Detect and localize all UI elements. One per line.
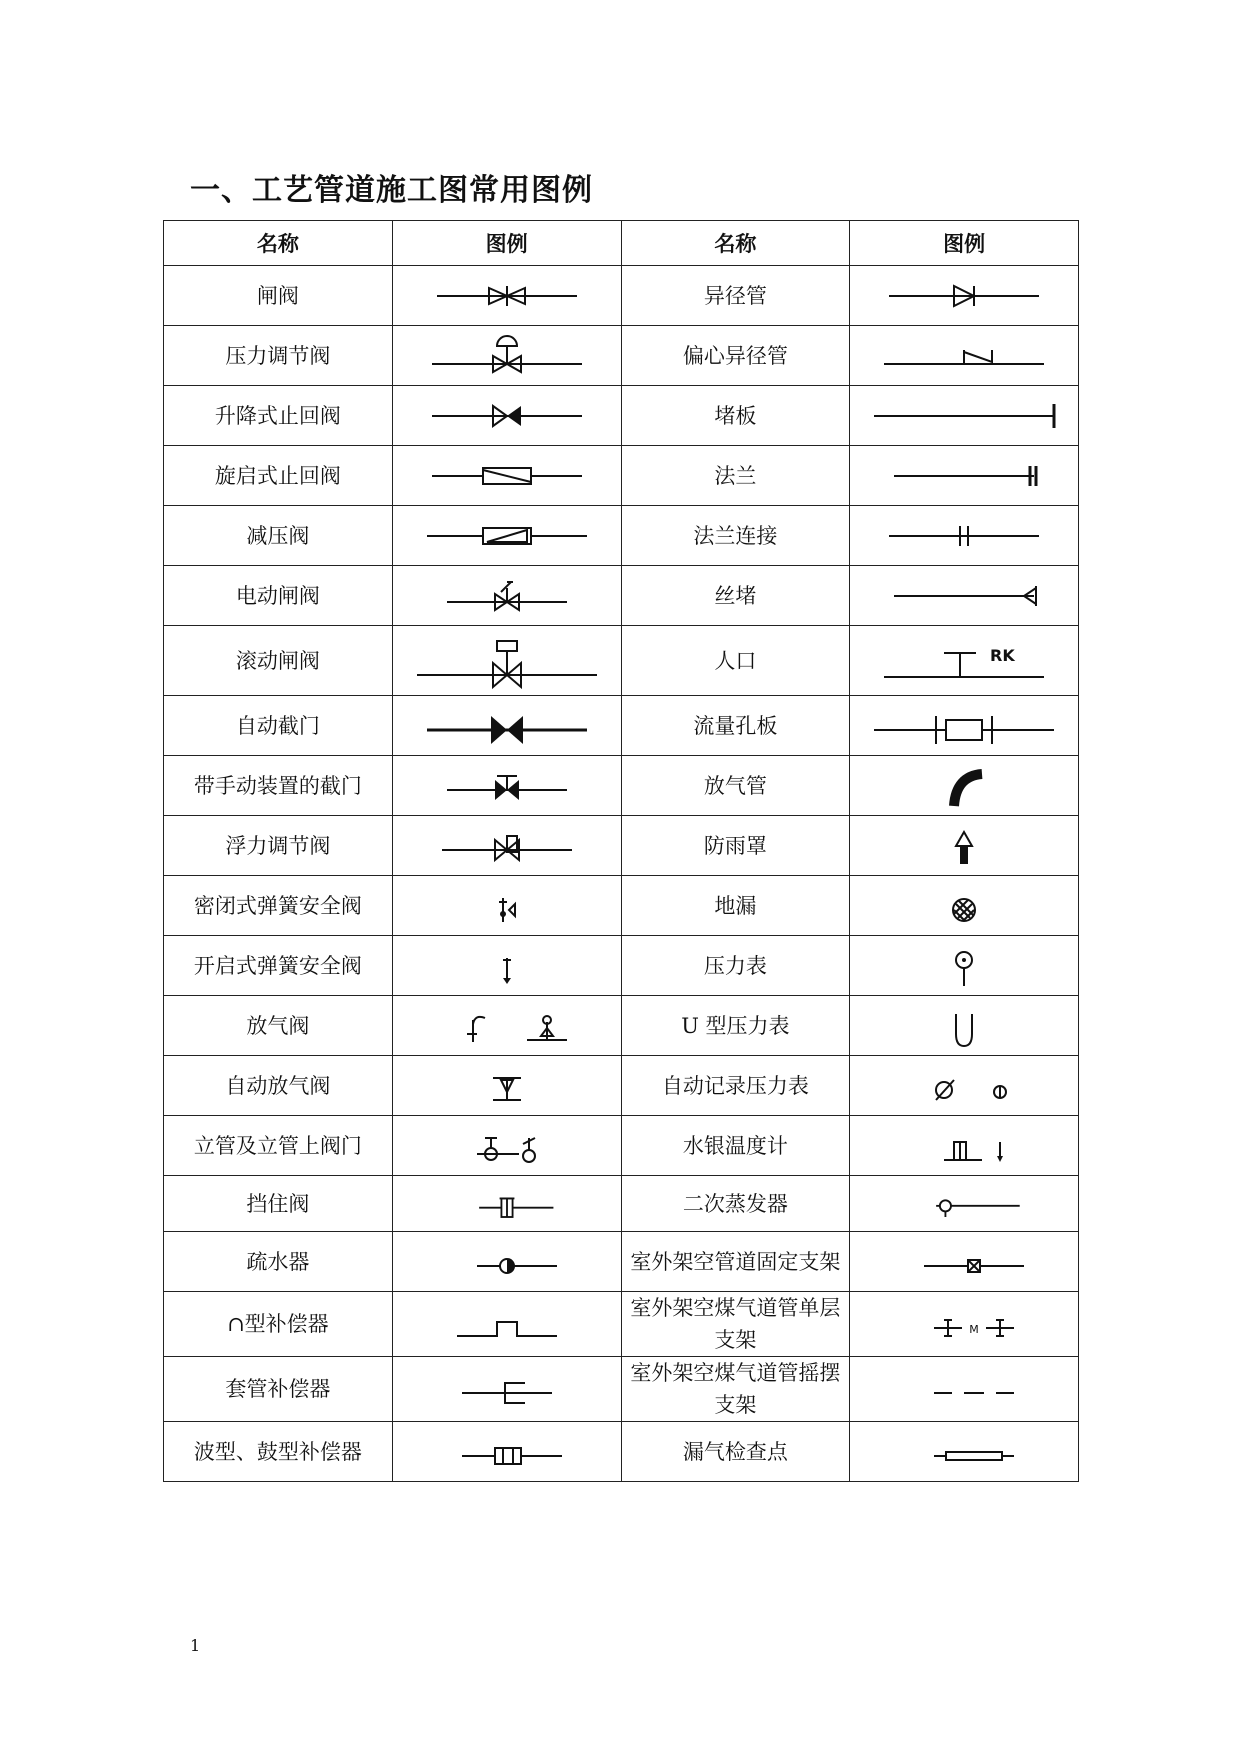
manhole-icon bbox=[864, 628, 1064, 694]
table-row bbox=[164, 386, 1079, 446]
legend-item-symbol bbox=[850, 816, 1079, 876]
legend-item-name: 升降式止回阀 bbox=[164, 386, 393, 446]
closed-spring-safety-valve-icon bbox=[407, 878, 607, 934]
open-spring-safety-valve-icon bbox=[407, 938, 607, 994]
legend-item-symbol bbox=[850, 326, 1079, 386]
swing-support-icon bbox=[864, 1361, 1064, 1417]
legend-item-symbol bbox=[392, 816, 621, 876]
legend-item-name: 自动记录压力表 bbox=[621, 1056, 850, 1116]
legend-item-name: 闸阀 bbox=[164, 266, 393, 326]
legend-item-name: 丝堵 bbox=[621, 566, 850, 626]
single-layer-support-icon bbox=[864, 1296, 1064, 1352]
leak-check-point-icon bbox=[864, 1424, 1064, 1480]
table-row bbox=[164, 1176, 1079, 1232]
table-row bbox=[164, 936, 1079, 996]
orifice-plate-icon bbox=[864, 698, 1064, 754]
vent-valve-icon bbox=[407, 998, 607, 1054]
legend-item-name: 压力调节阀 bbox=[164, 326, 393, 386]
legend-item-name: ∩型补偿器 bbox=[164, 1292, 393, 1357]
table-row bbox=[164, 626, 1079, 696]
table-row bbox=[164, 1422, 1079, 1482]
legend-item-symbol bbox=[850, 386, 1079, 446]
header-name-right: 名称 bbox=[621, 221, 850, 266]
legend-item-symbol bbox=[850, 626, 1079, 696]
fixed-support-icon bbox=[864, 1234, 1064, 1290]
pressure-gauge-icon bbox=[864, 938, 1064, 994]
table-row bbox=[164, 326, 1079, 386]
legend-item-name: 电动闸阀 bbox=[164, 566, 393, 626]
legend-item-symbol bbox=[392, 266, 621, 326]
vent-pipe-icon bbox=[864, 758, 1064, 814]
symbol-label: M bbox=[969, 1323, 979, 1336]
legend-item-symbol bbox=[850, 1232, 1079, 1292]
page-number: 1 bbox=[190, 1636, 201, 1655]
legend-item-symbol bbox=[392, 1232, 621, 1292]
legend-item-name: 异径管 bbox=[621, 266, 850, 326]
table-row bbox=[164, 446, 1079, 506]
riser-valve-icon bbox=[407, 1118, 607, 1174]
gate-valve-icon bbox=[407, 268, 607, 324]
legend-item-name: 滚动闸阀 bbox=[164, 626, 393, 696]
table-row bbox=[164, 696, 1079, 756]
stop-valve-icon bbox=[407, 1178, 607, 1230]
automatic-vent-valve-icon bbox=[407, 1058, 607, 1114]
legend-item-symbol bbox=[392, 386, 621, 446]
page-title: 一、工艺管道施工图常用图例 bbox=[190, 173, 593, 208]
legend-item-name: 室外架空管道固定支架 bbox=[621, 1232, 850, 1292]
legend-item-symbol bbox=[392, 446, 621, 506]
lift-check-valve-icon bbox=[407, 388, 607, 444]
legend-item-name: 二次蒸发器 bbox=[621, 1176, 850, 1232]
legend-item-name: 自动放气阀 bbox=[164, 1056, 393, 1116]
legend-item-name: 室外架空煤气道管摇摆支架 bbox=[621, 1357, 850, 1422]
legend-item-symbol bbox=[850, 1176, 1079, 1232]
eccentric-reducer-icon bbox=[864, 328, 1064, 384]
legend-item-symbol bbox=[392, 506, 621, 566]
legend-item-symbol bbox=[850, 1422, 1079, 1482]
legend-item-symbol bbox=[850, 936, 1079, 996]
header-symbol-right: 图例 bbox=[850, 221, 1079, 266]
legend-item-symbol bbox=[850, 876, 1079, 936]
table-row bbox=[164, 266, 1079, 326]
rain-cap-icon bbox=[864, 818, 1064, 874]
table-row bbox=[164, 756, 1079, 816]
legend-item-name: 放气管 bbox=[621, 756, 850, 816]
screw-plug-icon bbox=[864, 568, 1064, 624]
legend-item-symbol bbox=[392, 1116, 621, 1176]
legend-item-symbol bbox=[850, 696, 1079, 756]
legend-item-symbol bbox=[392, 996, 621, 1056]
legend-item-name: 立管及立管上阀门 bbox=[164, 1116, 393, 1176]
reducer-icon bbox=[864, 268, 1064, 324]
table-row bbox=[164, 1056, 1079, 1116]
legend-table bbox=[163, 220, 1079, 1482]
pressure-reducing-valve-icon bbox=[407, 508, 607, 564]
u-tube-manometer-icon bbox=[864, 998, 1064, 1054]
legend-item-symbol bbox=[850, 1357, 1079, 1422]
table-row bbox=[164, 996, 1079, 1056]
automatic-stop-valve-icon bbox=[407, 698, 607, 754]
legend-item-symbol bbox=[392, 1176, 621, 1232]
table-row bbox=[164, 1116, 1079, 1176]
legend-item-symbol bbox=[392, 756, 621, 816]
legend-item-symbol bbox=[392, 326, 621, 386]
legend-item-name: 漏气检查点 bbox=[621, 1422, 850, 1482]
legend-item-name: 法兰连接 bbox=[621, 506, 850, 566]
swing-check-valve-icon bbox=[407, 448, 607, 504]
legend-item-name: 旋启式止回阀 bbox=[164, 446, 393, 506]
legend-item-symbol bbox=[392, 696, 621, 756]
float-regulating-valve-icon bbox=[407, 818, 607, 874]
legend-item-symbol bbox=[392, 1292, 621, 1357]
legend-item-name: 流量孔板 bbox=[621, 696, 850, 756]
header-symbol-left: 图例 bbox=[392, 221, 621, 266]
legend-item-name: 堵板 bbox=[621, 386, 850, 446]
manual-stop-valve-icon bbox=[407, 758, 607, 814]
legend-item-name: U 型压力表 bbox=[621, 996, 850, 1056]
legend-item-name: 自动截门 bbox=[164, 696, 393, 756]
u-expansion-joint-icon bbox=[407, 1296, 607, 1352]
legend-item-name: 带手动装置的截门 bbox=[164, 756, 393, 816]
legend-item-symbol bbox=[392, 1357, 621, 1422]
legend-item-symbol bbox=[392, 876, 621, 936]
flange-connection-icon bbox=[864, 508, 1064, 564]
sleeve-compensator-icon bbox=[407, 1361, 607, 1417]
table-header-row bbox=[164, 221, 1079, 266]
symbol-label: RK bbox=[990, 645, 1015, 665]
legend-item-name: 开启式弹簧安全阀 bbox=[164, 936, 393, 996]
table-row bbox=[164, 1357, 1079, 1422]
legend-item-name: 套管补偿器 bbox=[164, 1357, 393, 1422]
legend-item-symbol bbox=[850, 996, 1079, 1056]
table-row bbox=[164, 566, 1079, 626]
legend-item-name: 人口 bbox=[621, 626, 850, 696]
legend-item-name: 室外架空煤气道管单层支架 bbox=[621, 1292, 850, 1357]
legend-item-symbol bbox=[850, 1116, 1079, 1176]
legend-item-symbol bbox=[392, 1422, 621, 1482]
mercury-thermometer-icon bbox=[864, 1118, 1064, 1174]
table-row bbox=[164, 506, 1079, 566]
legend-item-name: 疏水器 bbox=[164, 1232, 393, 1292]
steam-trap-icon bbox=[407, 1234, 607, 1290]
legend-item-symbol bbox=[850, 1292, 1079, 1357]
legend-item-symbol bbox=[850, 266, 1079, 326]
electric-gate-valve-icon bbox=[407, 568, 607, 624]
legend-item-name: 偏心异径管 bbox=[621, 326, 850, 386]
pressure-regulating-valve-icon bbox=[407, 328, 607, 384]
floor-drain-icon bbox=[864, 878, 1064, 934]
blind-plate-icon bbox=[864, 388, 1064, 444]
legend-item-symbol bbox=[392, 1056, 621, 1116]
secondary-evaporator-icon bbox=[864, 1178, 1064, 1230]
legend-item-symbol bbox=[850, 446, 1079, 506]
rolling-gate-valve-icon bbox=[407, 628, 607, 694]
legend-item-name: 地漏 bbox=[621, 876, 850, 936]
legend-item-symbol bbox=[850, 506, 1079, 566]
table-row bbox=[164, 876, 1079, 936]
legend-item-name: 法兰 bbox=[621, 446, 850, 506]
legend-item-name: 波型、鼓型补偿器 bbox=[164, 1422, 393, 1482]
legend-item-name: 浮力调节阀 bbox=[164, 816, 393, 876]
legend-item-symbol bbox=[392, 936, 621, 996]
legend-item-name: 挡住阀 bbox=[164, 1176, 393, 1232]
table-row bbox=[164, 1292, 1079, 1357]
legend-item-symbol bbox=[850, 1056, 1079, 1116]
recording-pressure-gauge-icon bbox=[864, 1058, 1064, 1114]
legend-item-symbol bbox=[850, 756, 1079, 816]
legend-item-name: 放气阀 bbox=[164, 996, 393, 1056]
legend-item-name: 防雨罩 bbox=[621, 816, 850, 876]
legend-item-symbol bbox=[392, 626, 621, 696]
legend-item-symbol bbox=[392, 566, 621, 626]
legend-item-symbol bbox=[850, 566, 1079, 626]
flange-icon bbox=[864, 448, 1064, 504]
legend-item-name: 水银温度计 bbox=[621, 1116, 850, 1176]
legend-item-name: 压力表 bbox=[621, 936, 850, 996]
table-row bbox=[164, 816, 1079, 876]
bellows-compensator-icon bbox=[407, 1424, 607, 1480]
legend-item-name: 密闭式弹簧安全阀 bbox=[164, 876, 393, 936]
legend-item-name: 减压阀 bbox=[164, 506, 393, 566]
table-row bbox=[164, 1232, 1079, 1292]
header-name-left: 名称 bbox=[164, 221, 393, 266]
